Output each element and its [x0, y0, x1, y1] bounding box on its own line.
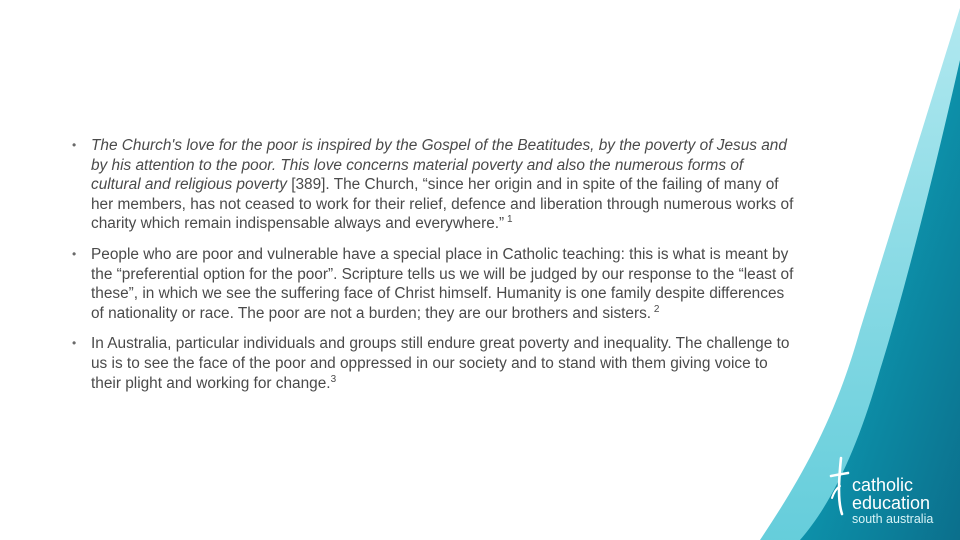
logo-text-catholic: catholic	[852, 475, 914, 495]
bullet-dot: •	[72, 138, 77, 152]
bullet-3-text: In Australia, particular individuals and groups still endure great poverty and inequality. The challenge to us is to see the face of the poor and oppressed in our society and to stand with them giving voice to their plight and working for change.	[91, 335, 790, 392]
bullet-3-footnote-ref: 3	[330, 373, 337, 385]
bullet-1-text: [389]. The Church, “since her origin and in spite of the failing of many of her members, has not ceased to work for their relief, defence and liberation through numerous works of charity which remain indispensable always and everywhere.”	[91, 176, 794, 233]
catholic-education-logo	[828, 456, 950, 528]
bullet-2-footnote-ref: 2	[651, 303, 660, 315]
bullet-item-3	[72, 334, 796, 393]
bullet-1-italic-text: The Church's love for the poor is inspired by the Gospel of the Beatitudes, by the poverty of Jesus and by his attention to the poor. This love concerns material poverty and also the numerous forms of cultural and religious poverty	[91, 137, 787, 194]
logo-text-education: education	[852, 493, 931, 513]
bullet-2-text: People who are poor and vulnerable have a special place in Catholic teaching: this is what is meant by the “preferential option for the poor”. Scripture tells us we will be judged by our response to the “least of these”, in which we see the suffering face of Christ himself. Humanity is one family despite differences of nationality or race. The poor are not a burden; they are our brothers and sisters.	[91, 245, 794, 322]
bullet-item-1	[72, 136, 796, 234]
bullet-dot: •	[72, 336, 77, 351]
bullet-1-footnote-ref: 1	[504, 214, 513, 226]
bullet-item-2	[72, 245, 796, 323]
cross-icon	[828, 456, 850, 516]
logo-text-south-australia: south australia	[852, 512, 934, 526]
bullet-list	[72, 136, 796, 404]
bullet-dot: •	[72, 246, 77, 261]
